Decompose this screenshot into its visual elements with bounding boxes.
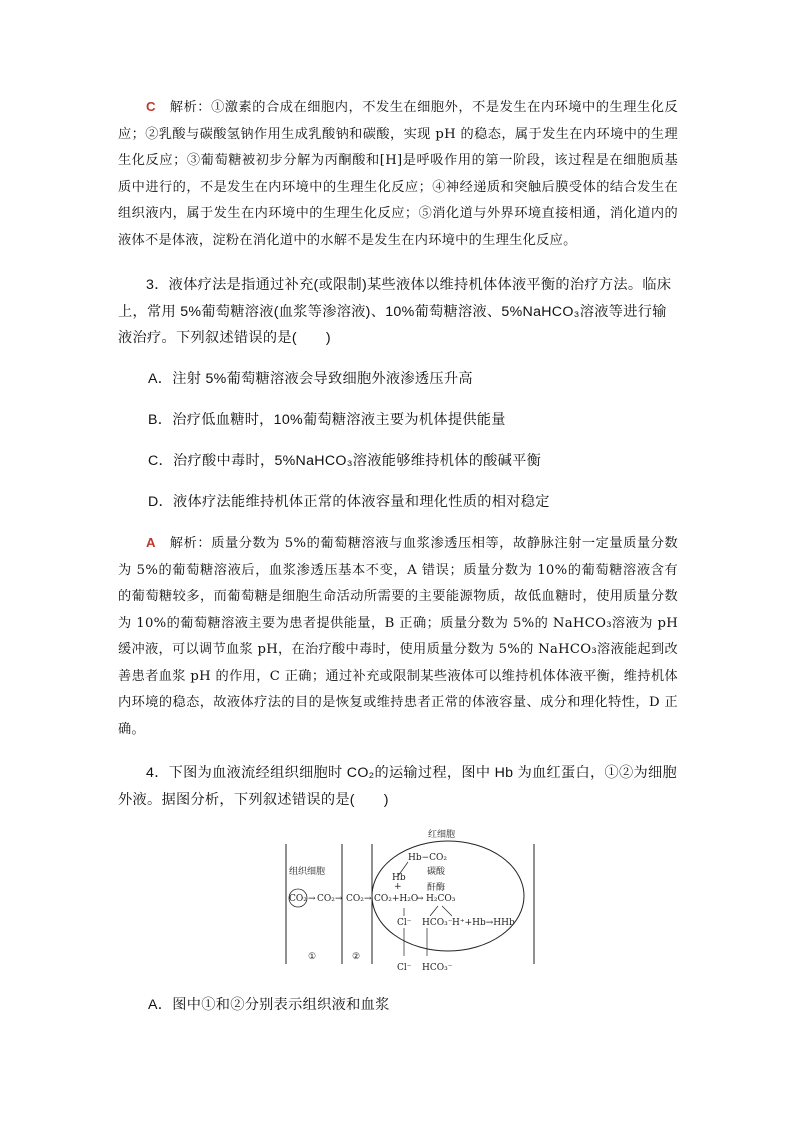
analysis-label: 解析： — [169, 536, 212, 551]
tissue-cell-label: 组织细胞 — [289, 867, 326, 877]
analysis-c — [118, 94, 678, 254]
region-2: ② — [352, 952, 361, 962]
arrow-4: → — [416, 894, 424, 904]
arrow-2: → — [335, 894, 343, 904]
option-b[interactable]: B．治疗低血糖时，10%葡萄糖溶液主要为机体提供能量 — [148, 412, 506, 428]
option-a[interactable]: A．注射 5%葡萄糖溶液会导致细胞外液渗透压升高 — [148, 371, 473, 387]
analysis-a — [118, 530, 678, 743]
question-text: 3．液体疗法是指通过补充(或限制)某些液体以维持机体体液平衡的治疗方法。临床上，常用 5%葡萄糖溶液(血浆等渗溶液)、10%葡萄糖溶液、5%NaHCO₃溶液等进行输液治疗。下列叙述错误的是( ) — [118, 277, 672, 346]
enzyme-label-1: 碳酸 — [427, 867, 446, 877]
arrow-3: → — [364, 894, 372, 904]
co2-h2o: CO₂+H₂O — [374, 894, 419, 904]
analysis-text: 质量分数为 5%的葡萄糖溶液与血浆渗透压相等，故静脉注射一定量质量分数为 5%的葡萄糖溶液后，血浆渗透压基本不变，A 错误；质量分数为 10%的葡萄糖溶液含有的葡萄糖较多，而葡萄糖是细胞生命活动所需要的主要能源物质，故低血糖时，使用质量分数为 10%的葡萄糖溶液主要为患者提供能量，B 正确；质量分数为 5%的 NaHCO₃溶液为 pH 缓冲液，可以调节血浆 pH，在治疗酸中毒时，使用质量分数为 5%的 NaHCO₃溶液能起到改善患者血浆 pH 的作用，C 正确；通过补充或限制某些液体可以维持机体体液平衡，维持机体内环境的稳态，故液体疗法的目的是恢复或维持患者正常的体液容量、成分和理化特性，D 正确。 — [118, 536, 678, 737]
analysis-text: ①激素的合成在细胞内，不发生在细胞外，不是发生在内环境中的生理生化反应；②乳酸与碳酸氢钠作用生成乳酸钠和碳酸，实现 pH 的稳态，属于发生在内环境中的生理生化反应；③葡萄糖被初步分解为丙酮酸和[H]是呼吸作用的第一阶段，该过程是在细胞质基质中进行的，不是发生在内环境中的生理生化反应；④神经递质和突触后膜受体的结合发生在组织液内，属于发生在内环境中的生理生化反应；⑤消化道与外界环境直接相通，消化道内的液体不是体液，淀粉在消化道中的水解不是发生在内环境中的生理生化反应。 — [118, 100, 678, 248]
analysis-label: 解析： — [169, 100, 212, 115]
cl-inside: Cl⁻ — [397, 918, 412, 928]
h2co3-split-arrow-1 — [430, 906, 438, 916]
co2-transport-diagram — [280, 826, 540, 976]
option-d[interactable]: D．液体疗法能维持机体正常的体液容量和理化性质的相对稳定 — [148, 494, 550, 510]
rbc-label: 红细胞 — [428, 830, 456, 840]
question-3 — [118, 272, 678, 352]
cl-outside: Cl⁻ — [397, 963, 412, 973]
hco3-outside: HCO₃⁻ — [422, 963, 453, 973]
question-text: 4．下图为血液流经组织细胞时 CO₂的运输过程，图中 Hb 为血红蛋白，①②为细胞外液。据图分析，下列叙述错误的是( ) — [118, 765, 677, 808]
co2-source: CO₂ — [289, 894, 307, 904]
h2co3: H₂CO₃ — [426, 894, 456, 904]
hb-co2: Hb−CO₂ — [408, 853, 448, 863]
answer-letter: A — [146, 535, 156, 550]
option-a[interactable]: A．图中①和②分别表示组织液和血浆 — [148, 997, 390, 1013]
arrow-1: → — [308, 894, 316, 904]
answer-letter: C — [146, 99, 156, 114]
plus-sign: + — [394, 882, 402, 892]
enzyme-label-2: 酐酶 — [427, 883, 446, 893]
region-1: ① — [308, 952, 317, 962]
hb: Hb — [392, 873, 406, 883]
h2co3-split-arrow-2 — [442, 906, 452, 916]
hco3-inside: HCO₃⁻ — [422, 918, 453, 928]
h-hb-reaction: H⁺+Hb→HHb — [452, 918, 515, 928]
question-4 — [118, 760, 678, 813]
co2-plasma: CO₂ — [346, 894, 364, 904]
co2-tissue: CO₂ — [317, 894, 335, 904]
option-c[interactable]: C．治疗酸中毒时，5%NaHCO₃溶液能够维持机体的酸碱平衡 — [148, 453, 542, 469]
